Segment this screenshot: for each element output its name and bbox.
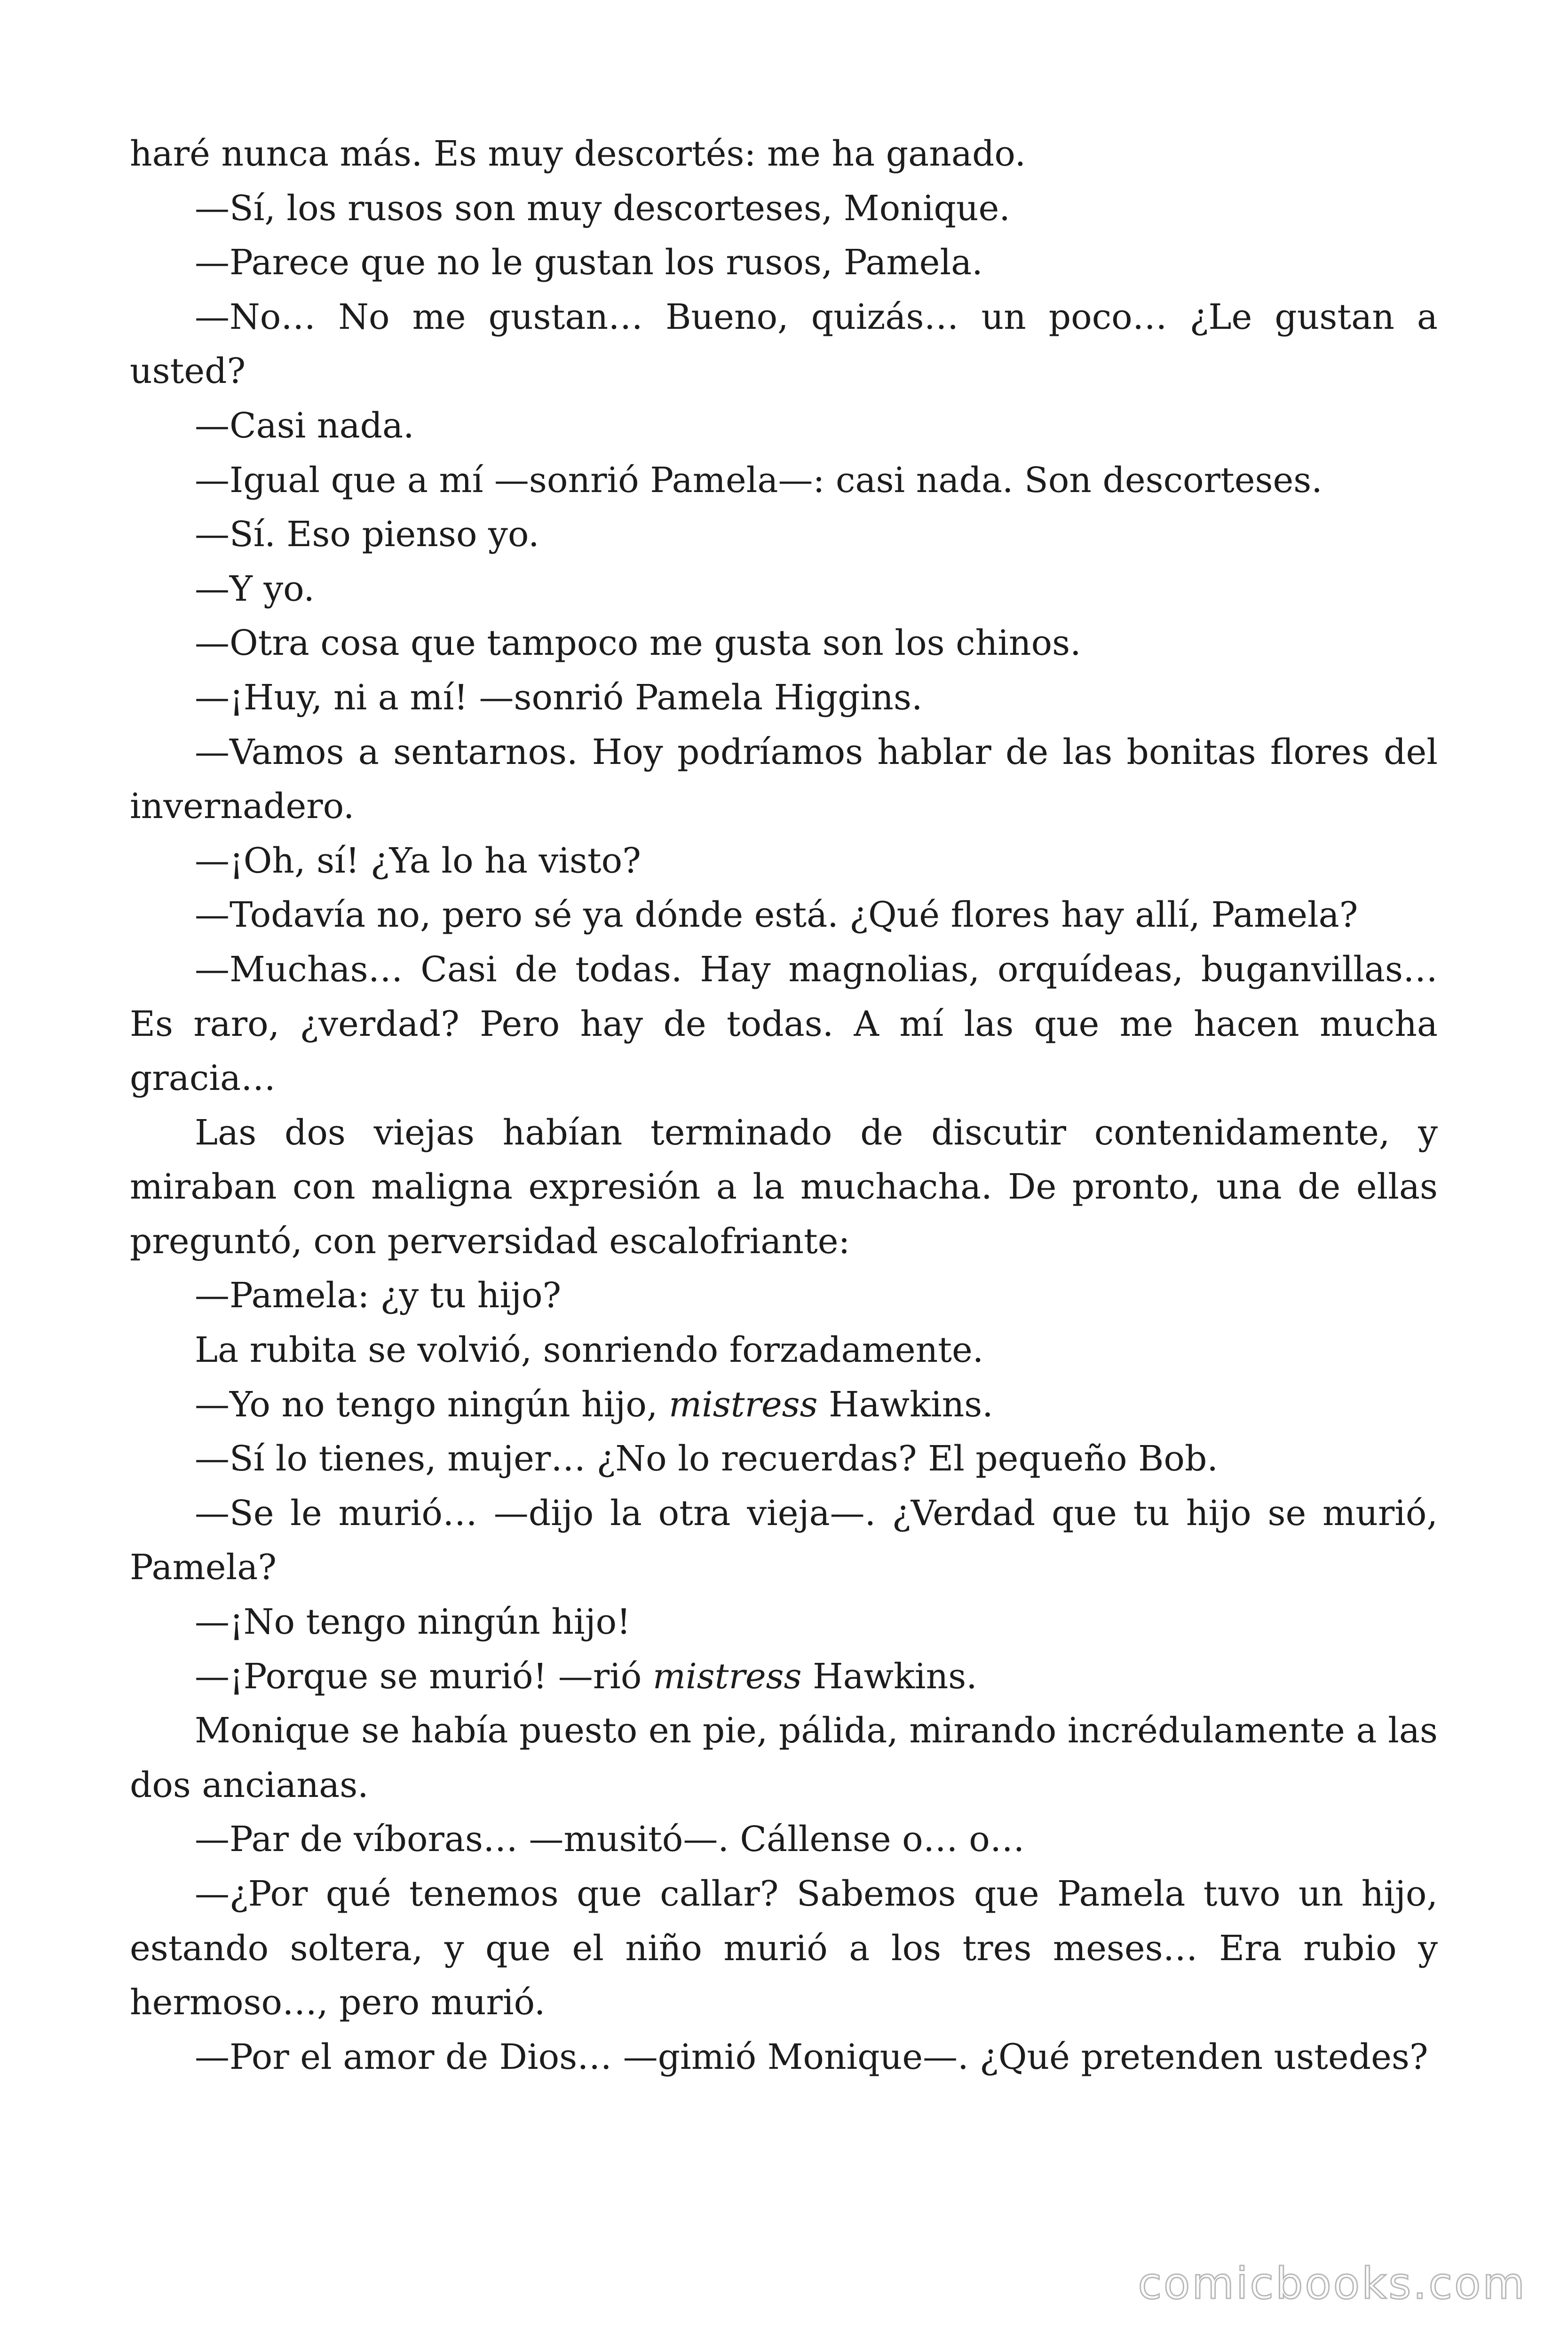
paragraph: [130, 1812, 1438, 1867]
paragraph: [130, 671, 1438, 725]
paragraph: [130, 508, 1438, 562]
text-run: Hawkins.: [817, 1384, 993, 1425]
text-run: —¡Oh, sí! ¿Ya lo ha visto?: [195, 840, 641, 881]
text-run: —Parece que no le gustan los rusos, Pamela.: [195, 242, 983, 283]
text-run: —Par de víboras… —musitó—. Cállense o… o…: [195, 1819, 1025, 1860]
text-run: Las dos viejas habían terminado de discutir contenidamente, y miraban con maligna expresión a la muchacha. De pronto, una de ellas preguntó, con perversidad escalofriante:: [130, 1112, 1438, 1262]
watermark: comicbooks.com: [1138, 2258, 1527, 2309]
page-body: [130, 127, 1438, 2084]
paragraph: [130, 1432, 1438, 1486]
paragraph: [130, 2030, 1438, 2085]
text-run: —Vamos a sentarnos. Hoy podríamos hablar de las bonitas flores del invernadero.: [130, 731, 1438, 827]
text-run: —Otra cosa que tampoco me gusta son los chinos.: [195, 623, 1081, 664]
paragraph: [130, 290, 1438, 399]
text-run: —¿Por qué tenemos que callar? Sabemos que Pamela tuvo un hijo, estando soltera, y que el niño murió a los tres meses… Era rubio y hermoso…, pero murió.: [130, 1874, 1438, 2023]
text-run: —Casi nada.: [195, 405, 414, 446]
text-run: —Muchas… Casi de todas. Hay magnolias, orquídeas, buganvillas… Es raro, ¿verdad? Pero hay de todas. A mí las que me hacen mucha gracia…: [130, 949, 1438, 1099]
paragraph: [130, 888, 1438, 943]
paragraph: [130, 1486, 1438, 1595]
paragraph: [130, 1650, 1438, 1704]
italic-text: mistress: [652, 1656, 802, 1697]
paragraph: [130, 1106, 1438, 1269]
paragraph: [130, 1867, 1438, 2030]
paragraph: [130, 399, 1438, 453]
text-run: —Por el amor de Dios… —gimió Monique—. ¿Qué pretenden ustedes?: [195, 2036, 1428, 2077]
paragraph: [130, 453, 1438, 508]
text-run: —No… No me gustan… Bueno, quizás… un poco… ¿Le gustan a usted?: [130, 296, 1438, 392]
italic-text: mistress: [668, 1384, 818, 1425]
text-run: —¡No tengo ningún hijo!: [195, 1602, 631, 1643]
text-run: —¡Huy, ni a mí! —sonrió Pamela Higgins.: [195, 677, 923, 718]
paragraph: [130, 943, 1438, 1106]
paragraph: [130, 1323, 1438, 1378]
paragraph: [130, 725, 1438, 834]
paragraph: [130, 1378, 1438, 1432]
text-run: —Sí. Eso pienso yo.: [195, 514, 539, 555]
text-run: —Y yo.: [195, 568, 315, 609]
text-run: haré nunca más. Es muy descortés: me ha ganado.: [130, 134, 1026, 174]
text-run: Hawkins.: [801, 1656, 977, 1697]
text-run: Monique se había puesto en pie, pálida, mirando incrédulamente a las dos ancianas.: [130, 1710, 1438, 1805]
paragraph: [130, 562, 1438, 617]
paragraph: [130, 616, 1438, 671]
text-run: —Sí lo tienes, mujer… ¿No lo recuerdas? El pequeño Bob.: [195, 1438, 1218, 1479]
text-run: —Pamela: ¿y tu hijo?: [195, 1275, 562, 1316]
text-run: —Se le murió… —dijo la otra vieja—. ¿Verdad que tu hijo se murió, Pamela?: [130, 1493, 1438, 1588]
paragraph: [130, 834, 1438, 889]
text-run: —Todavía no, pero sé ya dónde está. ¿Qué flores hay allí, Pamela?: [195, 895, 1358, 936]
text-run: —Sí, los rusos son muy descorteses, Monique.: [195, 188, 1010, 229]
paragraph: [130, 127, 1438, 182]
paragraph: [130, 236, 1438, 290]
text-run: —¡Porque se murió! —rió: [195, 1656, 653, 1697]
paragraph: [130, 1595, 1438, 1650]
text-run: —Yo no tengo ningún hijo,: [195, 1384, 669, 1425]
text-run: La rubita se volvió, sonriendo forzadamente.: [195, 1330, 984, 1371]
paragraph: [130, 1704, 1438, 1812]
text-run: —Igual que a mí —sonrió Pamela—: casi nada. Son descorteses.: [195, 460, 1323, 501]
paragraph: [130, 182, 1438, 236]
paragraph: [130, 1269, 1438, 1323]
